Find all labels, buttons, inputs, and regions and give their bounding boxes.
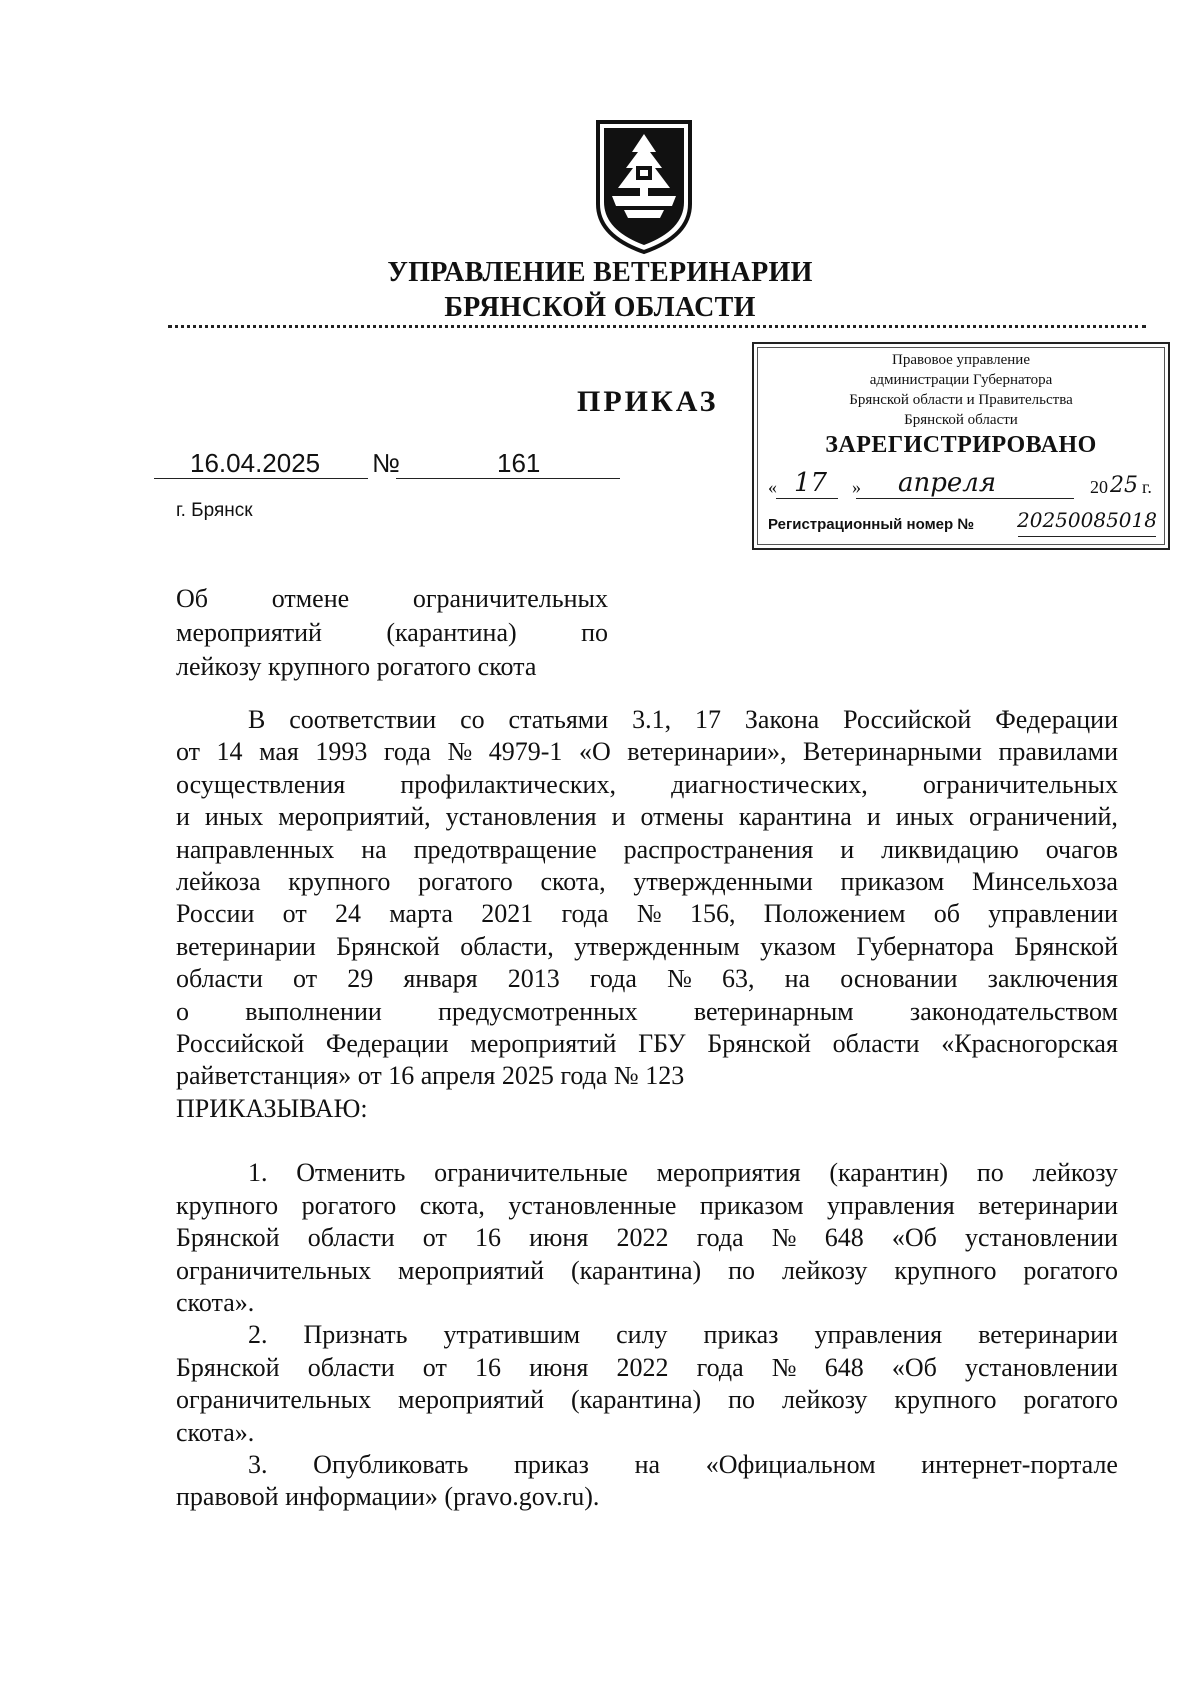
organization-name-line-1: УПРАВЛЕНИЕ ВЕТЕРИНАРИИ [387, 257, 813, 288]
stamp-day-underline [776, 498, 838, 499]
subject-word: по [581, 618, 608, 647]
paragraph-line: скота». [176, 1417, 255, 1447]
stamp-regno-underline [1018, 536, 1156, 537]
number-underline [396, 478, 620, 479]
stamp-month-underline [856, 498, 1074, 499]
document-type-title: ПРИКАЗ [577, 385, 719, 418]
stamp-date-row [768, 468, 1162, 502]
paragraph-line: ограничительных мероприятий (карантина) по лейкозу крупного рогатого [176, 1255, 1118, 1285]
coat-of-arms-icon [594, 118, 694, 256]
paragraph-gap [176, 1125, 1118, 1157]
paragraph-line: о выполнении предусмотренных ветеринарным законодательством [176, 996, 1118, 1026]
subject-line: лейкозу крупного рогатого скота [176, 652, 537, 681]
stamp-line-2: администрации Губернатора [869, 372, 1053, 388]
paragraph-line: ветеринарии Брянской области, утвержденным указом Губернатора Брянской [176, 931, 1118, 961]
number-sign: № [372, 448, 400, 478]
paragraph-line: правовой информации» (pravo.gov.ru). [176, 1482, 600, 1512]
stamp-line-3: Брянской области и Правительства [849, 392, 1073, 408]
date-underline [154, 478, 368, 479]
paragraph-line: крупного рогатого скота, установленные приказом управления ветеринарии [176, 1190, 1118, 1220]
subject-word: отмене [271, 584, 350, 613]
paragraph-line: скота». [176, 1287, 255, 1317]
paragraph-line: ограничительных мероприятий (карантина) по лейкозу крупного рогатого [176, 1385, 1118, 1415]
subject-line [176, 582, 608, 616]
stamp-regno-value: 20250085018 [1017, 508, 1157, 532]
document-number: 161 [497, 448, 541, 478]
stamp-year-prefix: 20 [1090, 477, 1108, 497]
paragraph-line: Брянской области от 16 июня 2022 года № 648 «Об установлении [176, 1223, 1118, 1253]
subject-line [176, 616, 608, 650]
stamp-month: апреля [898, 468, 997, 498]
paragraph-line: лейкоза крупного рогатого скота, утвержденными приказом Минсельхоза [176, 867, 1118, 897]
paragraph-line: области от 29 января 2013 года № 63, на основании заключения [176, 964, 1118, 994]
stamp-close-quote: » [852, 477, 861, 497]
paragraph-line: 2. Признать утратившим силу приказ управления ветеринарии [248, 1320, 1118, 1350]
paragraph-line: Российской Федерации мероприятий ГБУ Брянской области «Красногорская [176, 1029, 1118, 1059]
paragraph-line: 3. Опубликовать приказ на «Официальном интернет-портале [248, 1449, 1118, 1479]
stamp-day: 17 [794, 468, 828, 498]
order-item-2 [176, 1319, 1118, 1449]
order-item-1 [176, 1157, 1118, 1319]
subject-word: ограничительных [412, 584, 608, 613]
paragraph-line: 1. Отменить ограничительные мероприятия (карантин) по лейкозу [248, 1158, 1118, 1188]
stamp-open-quote: « [768, 477, 777, 497]
document-subject [176, 582, 608, 684]
stamp-year-unit: г. [1142, 477, 1152, 497]
order-item-3 [176, 1449, 1118, 1514]
registration-stamp [752, 342, 1170, 550]
order-word: ПРИКАЗЫВАЮ: [176, 1093, 368, 1123]
document-city: г. Брянск [176, 500, 253, 521]
subject-word: (карантина) [386, 618, 517, 647]
paragraph-line: и иных мероприятий, установления и отмены карантина и иных ограничений, [176, 802, 1118, 832]
paragraph-line: от 14 мая 1993 года № 4979-1 «О ветеринарии», Ветеринарными правилами [176, 737, 1118, 767]
document-date: 16.04.2025 [190, 448, 321, 478]
stamp-year-suffix: 25 [1110, 473, 1138, 498]
paragraph-line: направленных на предотвращение распространения и ликвидацию очагов [176, 834, 1118, 864]
paragraph-line: осуществления профилактических, диагностических, ограничительных [176, 769, 1118, 799]
paragraph-line: России от 24 марта 2021 года № 156, Положением об управлении [176, 899, 1118, 929]
stamp-line-4: Брянской области [904, 412, 1018, 428]
paragraph-line: В соответствии со статьями 3.1, 17 Закона Российской Федерации [248, 705, 1118, 734]
stamp-registered-label: ЗАРЕГИСТРИРОВАНО [825, 432, 1097, 458]
document-body [176, 704, 1118, 1514]
preamble-paragraph [176, 704, 1118, 1093]
dotted-divider [168, 325, 1146, 328]
paragraph-line: райветстанция» от 16 апреля 2025 года № 123 [176, 1061, 685, 1091]
subject-word: мероприятий [176, 618, 322, 647]
stamp-line-1: Правовое управление [892, 352, 1030, 368]
subject-word: Об [176, 584, 209, 613]
paragraph-line: Брянской области от 16 июня 2022 года № 648 «Об установлении [176, 1352, 1118, 1382]
stamp-regno-label: Регистрационный номер № [768, 516, 975, 533]
organization-name-line-2: БРЯНСКОЙ ОБЛАСТИ [444, 292, 756, 323]
